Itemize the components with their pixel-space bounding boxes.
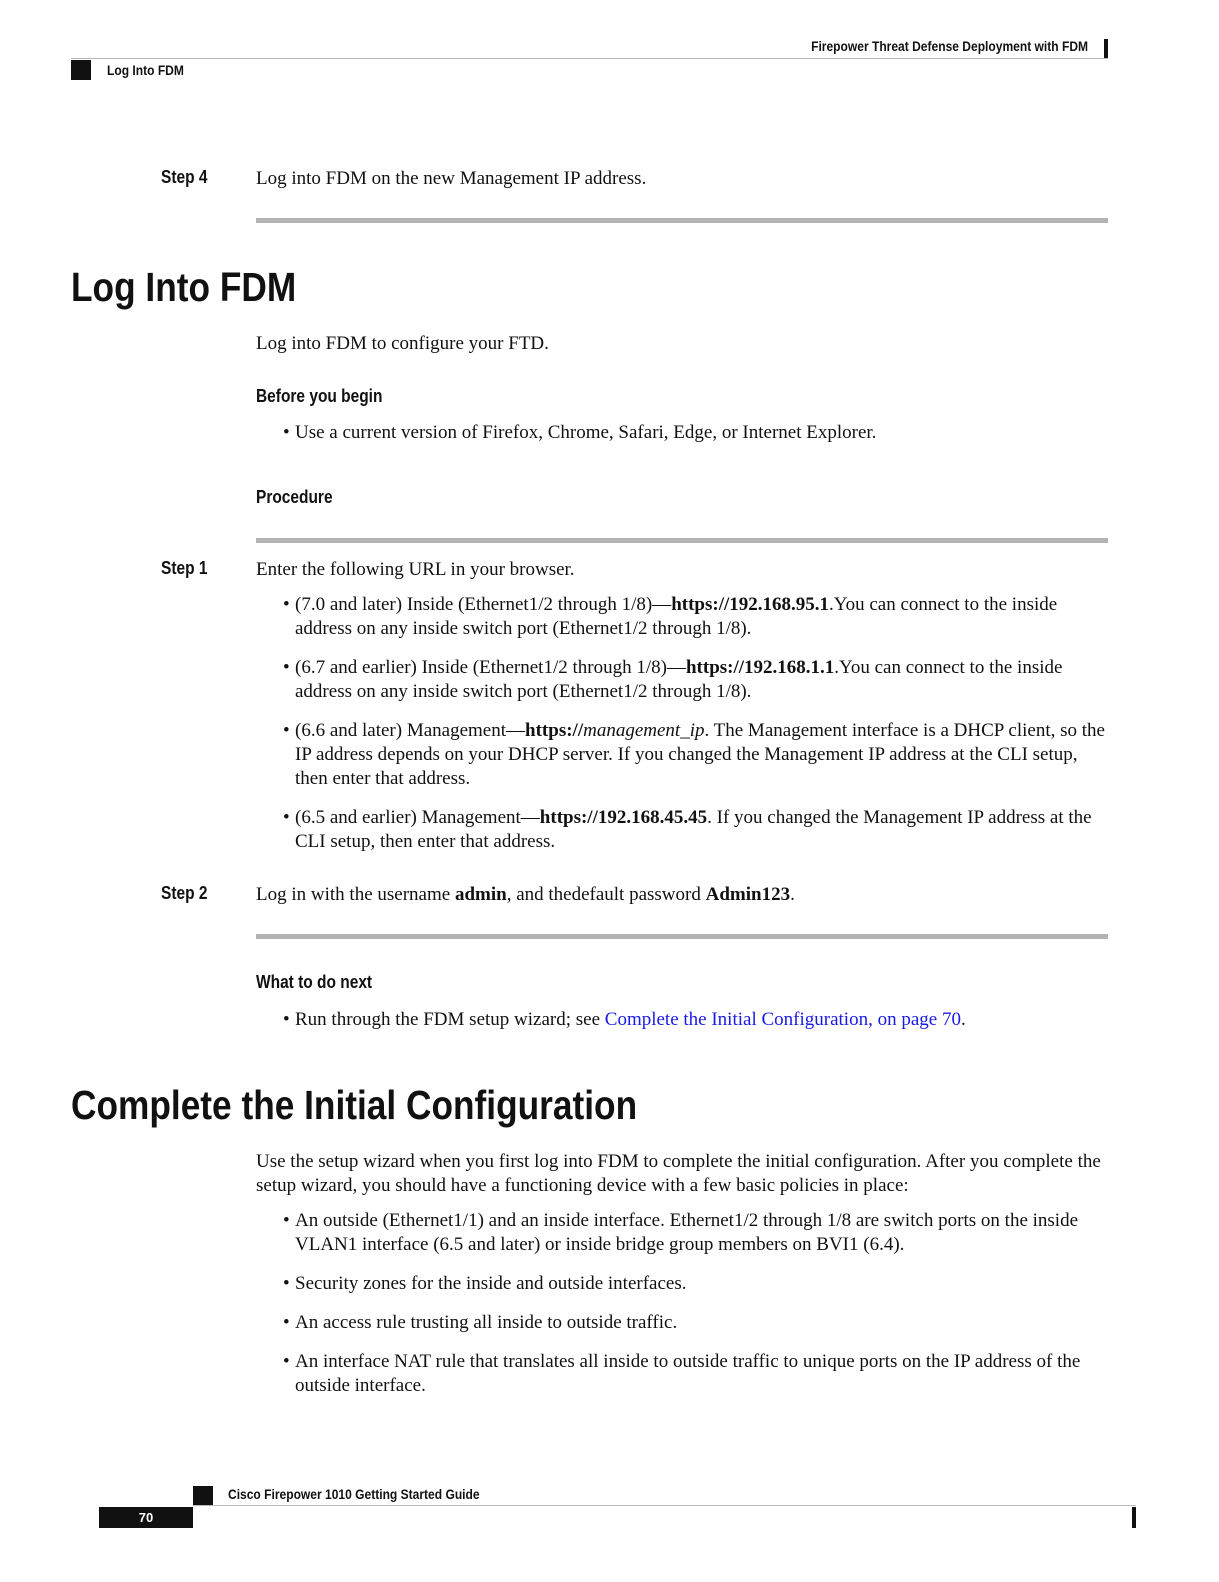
username-value: admin (454, 884, 507, 905)
running-header-section: Log Into FDM (107, 62, 184, 78)
procedure-divider (256, 538, 1108, 543)
page-number: 70 (99, 1507, 193, 1528)
before-you-begin-list (256, 421, 1108, 445)
list-item: • An interface NAT rule that translates all inside to outside traffic to unique ports on the IP address of the outside interface. (283, 1351, 1081, 1396)
header-block-decoration (71, 60, 91, 80)
url-inside-7-0: https://192.168.95.1 (671, 594, 830, 615)
complete-config-list (256, 1209, 1108, 1398)
management-ip-variable: management_ip (583, 720, 705, 741)
step-1-url-list (256, 593, 1108, 854)
footer-bar-decoration (1132, 1507, 1136, 1528)
procedure-end-divider (256, 934, 1108, 939)
list-item: • An outside (Ethernet1/1) and an inside interface. Ethernet1/2 through 1/8 are switch ports on the inside VLAN1 interface (6.5 and later) or inside bridge group members on BVI1 (6.4). (283, 1210, 1079, 1255)
password-value: Admin123 (705, 884, 791, 905)
step-2-label: Step 2 (161, 883, 208, 903)
before-you-begin-heading: Before you begin (256, 386, 383, 406)
step-4-text: Log into FDM on the new Management IP address. (256, 168, 647, 189)
list-item: • (6.5 and earlier) Management—https://192.168.45.45. If you changed the Management IP address at the CLI setup, then enter that address. (283, 807, 1092, 852)
footer-guide-title: Cisco Firepower 1010 Getting Started Guide (228, 1486, 480, 1502)
what-to-do-next-list (256, 1008, 1108, 1032)
procedure-heading: Procedure (256, 487, 333, 507)
section-heading-complete-initial-config: Complete the Initial Configuration (71, 1082, 638, 1128)
footer-divider (193, 1505, 1136, 1506)
footer-block-decoration (193, 1486, 213, 1505)
complete-initial-config-link[interactable]: Complete the Initial Configuration, on page 70 (604, 1009, 961, 1030)
url-inside-6-7: https://192.168.1.1 (685, 657, 835, 678)
header-divider (71, 58, 1108, 59)
step-divider (256, 218, 1108, 223)
header-bar-decoration (1104, 39, 1108, 58)
step-2-text: Log in with the username admin, and thedefault password Admin123. (256, 884, 795, 905)
list-item: • Run through the FDM setup wizard; see Complete the Initial Configuration, on page 70. (283, 1009, 966, 1030)
url-management-6-5: https://192.168.45.45 (539, 807, 708, 828)
list-item: • (7.0 and later) Inside (Ethernet1/2 through 1/8)—https://192.168.95.1.You can connect to the inside address on any inside switch port (Ethernet1/2 through 1/8). (283, 594, 1058, 639)
list-item: • (6.7 and earlier) Inside (Ethernet1/2 through 1/8)—https://192.168.1.1.You can connect to the inside address on any inside switch port (Ethernet1/2 through 1/8). (283, 657, 1063, 702)
section-heading-log-into-fdm: Log Into FDM (71, 264, 297, 310)
step-1-label: Step 1 (161, 558, 208, 578)
running-header-title: Firepower Threat Defense Deployment with FDM (811, 38, 1088, 54)
complete-config-intro: Use the setup wizard when you first log into FDM to complete the initial configuration. After you complete the setup wizard, you should have a functioning device with a few basic policies in place: (256, 1151, 1101, 1196)
step-1-text: Enter the following URL in your browser. (256, 559, 575, 580)
section-intro: Log into FDM to configure your FTD. (256, 333, 549, 354)
list-item: • Use a current version of Firefox, Chrome, Safari, Edge, or Internet Explorer. (283, 422, 877, 443)
what-to-do-next-heading: What to do next (256, 972, 373, 992)
step-4-label: Step 4 (161, 167, 208, 187)
list-item: • An access rule trusting all inside to outside traffic. (283, 1312, 678, 1333)
url-management-6-6: https:// (525, 720, 584, 741)
list-item: • Security zones for the inside and outside interfaces. (283, 1273, 687, 1294)
list-item: • (6.6 and later) Management—https://management_ip. The Management interface is a DHCP client, so the IP address depends on your DHCP server. If you changed the Management IP address at the CLI setup, then enter that address. (283, 720, 1105, 789)
